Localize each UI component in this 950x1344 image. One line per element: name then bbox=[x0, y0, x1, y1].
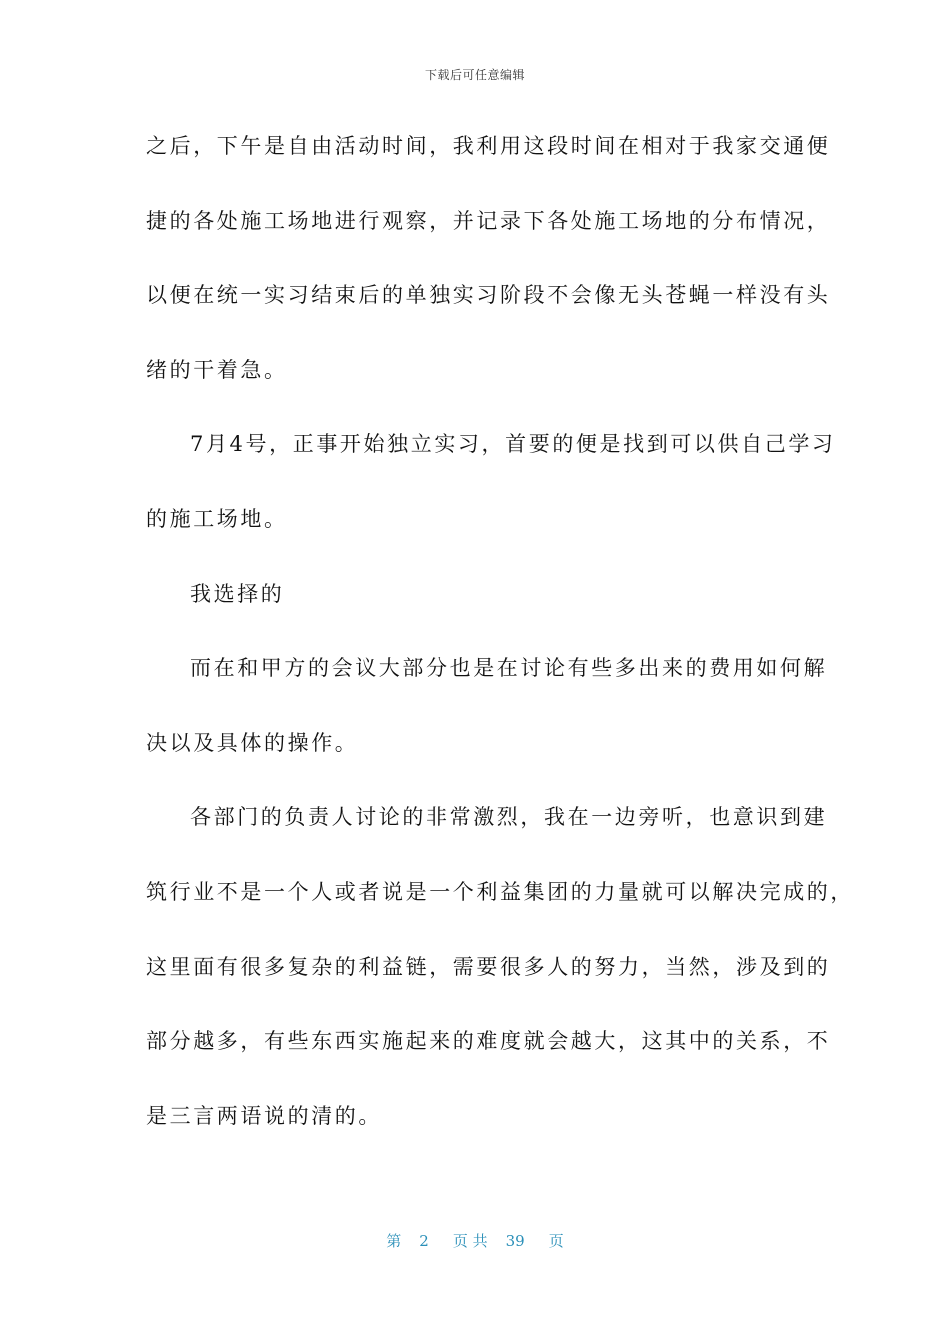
text-line: 以便在统一实习结束后的单独实习阶段不会像无头苍蝇一样没有头 bbox=[146, 283, 831, 308]
text-line: 而在和甲方的会议大部分也是在讨论有些多出来的费用如何解 bbox=[190, 656, 828, 681]
footer-page-middle: 页 共 bbox=[452, 1232, 488, 1250]
text-line: 我选择的 bbox=[190, 581, 285, 606]
text-line: 的施工场地。 bbox=[146, 506, 288, 531]
text-line: 决以及具体的操作。 bbox=[146, 730, 359, 755]
page-footer bbox=[0, 1230, 950, 1251]
footer-page-suffix: 页 bbox=[548, 1232, 564, 1250]
text-line: 绪的干着急。 bbox=[146, 357, 288, 382]
text-line: 是三言两语说的清的。 bbox=[146, 1103, 382, 1128]
body-text bbox=[146, 128, 854, 1172]
text-line: 筑行业不是一个人或者说是一个利益集团的力量就可以解决完成的， bbox=[146, 879, 854, 904]
page-header: 下载后可任意编辑 bbox=[424, 68, 525, 82]
footer-page-prefix: 第 bbox=[386, 1232, 402, 1250]
text-line: 之后，下午是自由活动时间，我利用这段时间在相对于我家交通便 bbox=[146, 134, 831, 158]
footer-total-pages: 39 bbox=[505, 1232, 525, 1250]
text-line: 捷的各处施工场地进行观察，并记录下各处施工场地的分布情况， bbox=[146, 208, 831, 233]
text-line: 7月4号，正事开始独立实习，首要的便是找到可以供自己学习 bbox=[190, 432, 836, 457]
text-line: 各部门的负责人讨论的非常激烈，我在一边旁听，也意识到建 bbox=[190, 805, 828, 830]
text-line: 这里面有很多复杂的利益链，需要很多人的努力，当然，涉及到的 bbox=[146, 954, 831, 979]
text-line: 部分越多，有些东西实施起来的难度就会越大，这其中的关系，不 bbox=[146, 1029, 831, 1054]
footer-page-number: 2 bbox=[419, 1232, 429, 1250]
